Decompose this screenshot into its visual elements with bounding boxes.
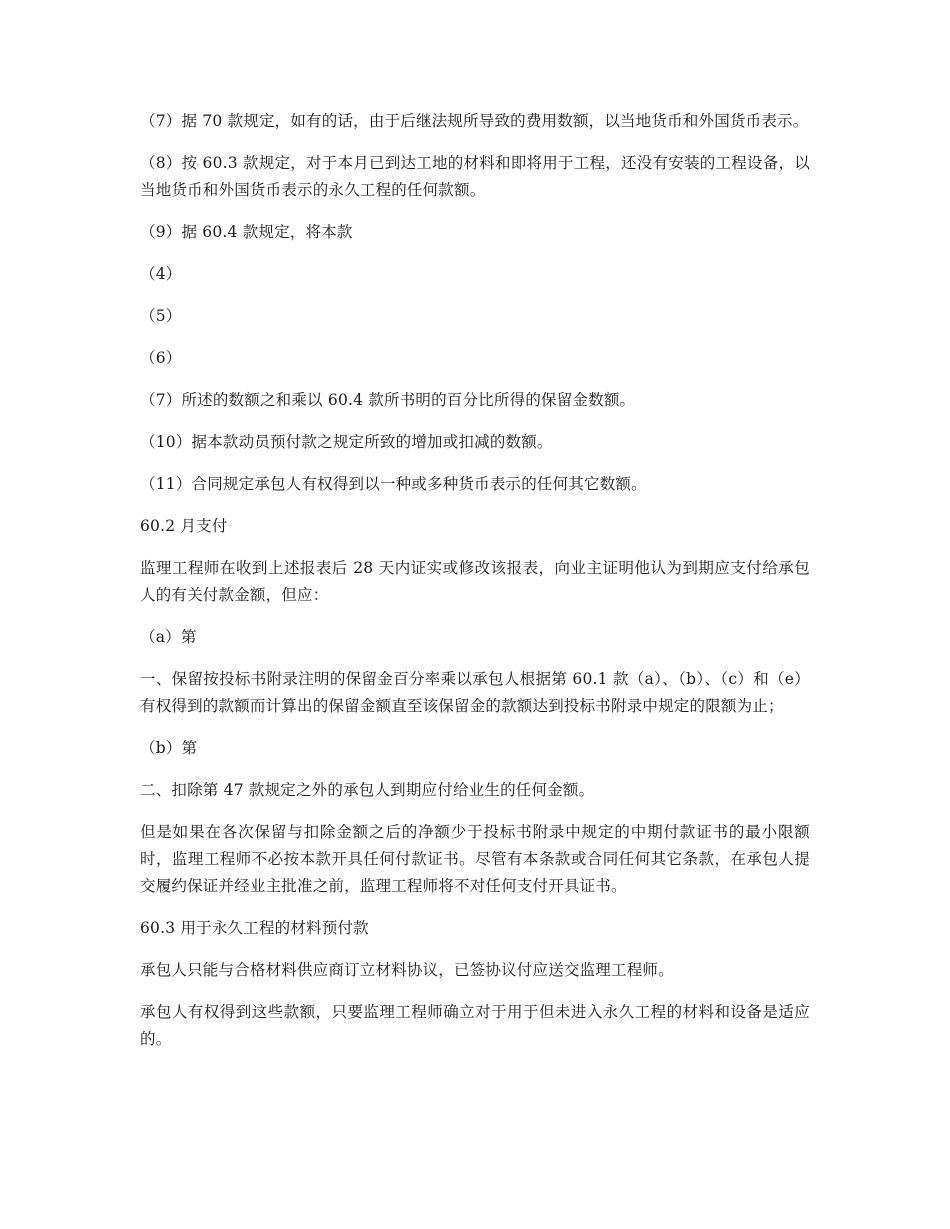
paragraph-item-7-regulation-costs: （7）据 70 款规定，如有的话，由于后继法规所导致的费用数额，以当地货币和外国货币表示。 <box>140 112 809 130</box>
section-heading-60-2: 60.2 月支付 <box>140 517 228 535</box>
paragraph-item-8-materials-on-site: （8）按 60.3 款规定，对于本月已到达工地的材料和即将用于工程，还没有安装的工程设备，以当地货币和外国货币表示的永久工程的任何款额。 <box>140 154 810 199</box>
paragraph-material-entitlement: 承包人有权得到这些款额，只要监理工程师确立对于用于但未进入永久工程的材料和设备是适应的。 <box>140 1003 810 1048</box>
paragraph-item-10-advance-payment: （10）据本款动员预付款之规定所致的增加或扣减的数额。 <box>140 433 553 451</box>
paragraph-item-9-retention-clause: （9）据 60.4 款规定，将本款 <box>140 223 353 241</box>
section-heading-60-3: 60.3 用于永久工程的材料预付款 <box>140 919 369 937</box>
paragraph-item-4-label: （4） <box>140 265 182 283</box>
paragraph-retention-percentage: 一、保留按投标书附录注明的保留金百分率乘以承包人根据第 60.1 款（a）、（b）、（c）和（e）有权得到的款额而计算出的保留金额直至该保留金的款额达到投标书附录中规定的限额为止； <box>140 670 810 715</box>
document-page <box>140 108 810 1068</box>
paragraph-item-b-label: （b）第 <box>140 739 198 757</box>
paragraph-item-5-label: （5） <box>140 307 182 325</box>
paragraph-engineer-certification: 监理工程师在收到上述报表后 28 天内证实或修改该报表，向业主证明他认为到期应支付给承包人的有关付款金额，但应： <box>140 559 810 604</box>
paragraph-item-11-other-amounts: （11）合同规定承包人有权得到以一种或多种货币表示的任何其它数额。 <box>140 475 647 493</box>
paragraph-item-a-label: （a）第 <box>140 628 197 646</box>
paragraph-item-6-label: （6） <box>140 349 182 367</box>
paragraph-item-7-retention-amount: （7）所述的数额之和乘以 60.4 款所书明的百分比所得的保留金数额。 <box>140 391 636 409</box>
paragraph-minimum-certificate: 但是如果在各次保留与扣除金额之后的净额少于投标书附录中规定的中期付款证书的最小限额时，监理工程师不必按本款开具任何付款证书。尽管有本条款或合同任何其它条款，在承包人提交履约保证并经业主批准之前，监理工程师将不对任何支付开具证书。 <box>140 823 810 895</box>
paragraph-deduction-clause-47: 二、扣除第 47 款规定之外的承包人到期应付给业生的任何金额。 <box>140 781 595 799</box>
paragraph-material-agreements: 承包人只能与合格材料供应商订立材料协议，已签协议付应送交监理工程师。 <box>140 961 674 979</box>
